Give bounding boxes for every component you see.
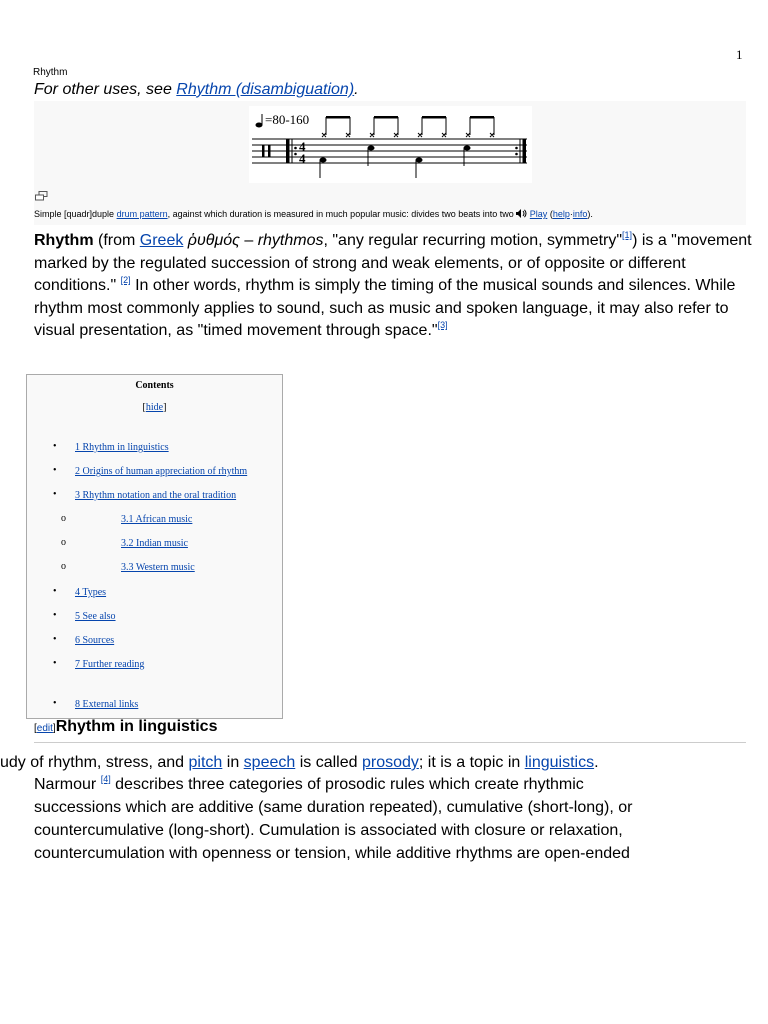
edit-bracket-close: ] [52,723,56,734]
speaker-icon[interactable] [516,209,527,218]
page-number: 1 [736,47,743,62]
toc-sub-bullet: o [61,537,66,548]
time-signature-bottom: 4 [299,151,306,166]
caption-text: Simple [quadr]duple [34,209,117,219]
disambiguation-link[interactable]: Rhythm (disambiguation) [176,81,355,98]
lead-part1: , "any regular recurring motion, symmetry" [323,232,623,249]
toc-item-western-music[interactable]: 3.3 Western music [121,562,195,573]
start-repeat-thick [286,139,290,163]
caption-rest: , against which duration is measured in much popular music: divides two beats into two [167,209,517,219]
greek-link[interactable]: Greek [139,232,184,249]
repeat-dot [515,147,518,150]
toc-item-types[interactable]: 4 Types [75,587,107,598]
pitch-link[interactable]: pitch [188,754,223,771]
lead-dash: – [239,232,258,249]
tempo-text: =80-160 [265,112,310,127]
hihat-beams [326,116,494,119]
toc-bullet: • [53,610,57,621]
speech-link[interactable]: speech [243,754,296,771]
toc-item-african-music[interactable]: 3.1 African music [121,514,193,525]
lead-paragraph [34,230,754,343]
toc-sub-bullet: o [61,513,66,524]
lead-term: Rhythm [34,232,94,249]
toc-item-notation[interactable]: 3 Rhythm notation and the oral tradition [75,490,237,501]
enlarge-icon[interactable] [35,191,49,201]
edit-section-link[interactable]: edit [36,723,53,734]
lead-from: (from [93,232,140,249]
ref-2-link[interactable]: [2] [120,275,131,285]
toc-bullet: • [53,658,57,669]
caption-paren-close: ). [587,209,593,219]
hatnote-suffix: . [354,81,359,98]
table-of-contents [26,374,283,719]
time-signature-top: 4 [299,139,306,154]
end-repeat-thick [523,139,527,163]
ref-1-link[interactable]: [1] [622,230,633,240]
lead-part2: ) is a "movement marked by the regulated succession of strong and weak elements, or of opposite or different conditions." [34,232,752,294]
body-line-2: Narmour [4] describes three categories of prosodic rules which create rhythmic [34,774,584,793]
toc-item-origins[interactable]: 2 Origins of human appreciation of rhythm [75,466,248,477]
toc-bullet: • [53,489,57,500]
toc-hide-control: [hide] [142,402,167,413]
info-link[interactable]: info [572,209,588,219]
toc-bullet: • [53,698,57,709]
caption-paren-open: ( [549,209,553,219]
page-title: Rhythm [33,67,68,78]
lead-part3: In other words, rhythm is simply the timing of the musical sounds and silences. While rhythm most commonly applies to sound, such as music and spoken language, it may also refer to visual presentation, as "timed movement through space." [34,277,736,339]
drum-pattern-score[interactable] [249,106,532,183]
section-heading [34,718,217,736]
body-line-3: successions which are additive (same duration repeated), cumulative (short-long), or [34,799,633,816]
toc-item-rhythm-in-linguistics[interactable]: 1 Rhythm in linguistics [75,442,169,453]
tempo-note [256,123,263,128]
edit-bracket-open: [ [34,723,37,734]
toc-sub-bullet: o [61,561,66,572]
toc-bullet: • [53,586,57,597]
percussion-clef-right [268,145,271,157]
repeat-dot [294,147,297,150]
greek-word: ῥυθμός [183,232,240,249]
toc-title: Contents [135,380,174,391]
caption-sep: · [569,209,573,219]
hihat-notes [322,117,494,137]
repeat-dot [515,153,518,156]
section-title: Rhythm in linguistics [55,718,218,735]
kick-notes [320,158,423,179]
prosody-link[interactable]: prosody [361,754,419,771]
transliteration: rhythmos [257,232,324,249]
body-line-4: countercumulative (long-short). Cumulation is associated with closure or relaxation, [34,822,623,839]
figure-caption [34,209,593,219]
percussion-clef-left [262,145,265,157]
toc-item-indian-music[interactable]: 3.2 Indian music [121,538,188,549]
toc-bullet: • [53,441,57,452]
toc-bullet: • [53,634,57,645]
figure [34,101,746,225]
ref-4-link[interactable]: [4] [100,774,111,784]
repeat-dot [294,153,297,156]
body-line-1: udy of rhythm, stress, and pitch in speech is called prosody; it is a topic in linguistics. [0,754,599,771]
toc-hide-link[interactable]: hide [145,402,164,413]
hatnote [34,81,359,99]
play-link[interactable]: Play [529,209,548,219]
help-link[interactable]: help [552,209,570,219]
toc-item-further-reading[interactable]: 7 Further reading [75,659,145,670]
linguistics-link[interactable]: linguistics [524,754,595,771]
staff-lines [252,139,527,163]
ref-3-link[interactable]: [3] [437,320,448,330]
score-image [249,106,532,183]
hatnote-prefix: For other uses, see [34,81,177,98]
toc-item-external-links[interactable]: 8 External links [75,699,139,710]
toc-bullet: • [53,465,57,476]
drum-pattern-link[interactable]: drum pattern [116,209,168,219]
toc-item-sources[interactable]: 6 Sources [75,635,115,646]
toc-item-see-also[interactable]: 5 See also [75,611,116,622]
section-divider [34,742,746,743]
body-line-5: countercumulation with openness or tension, while additive rhythms are open-ended [34,845,630,862]
